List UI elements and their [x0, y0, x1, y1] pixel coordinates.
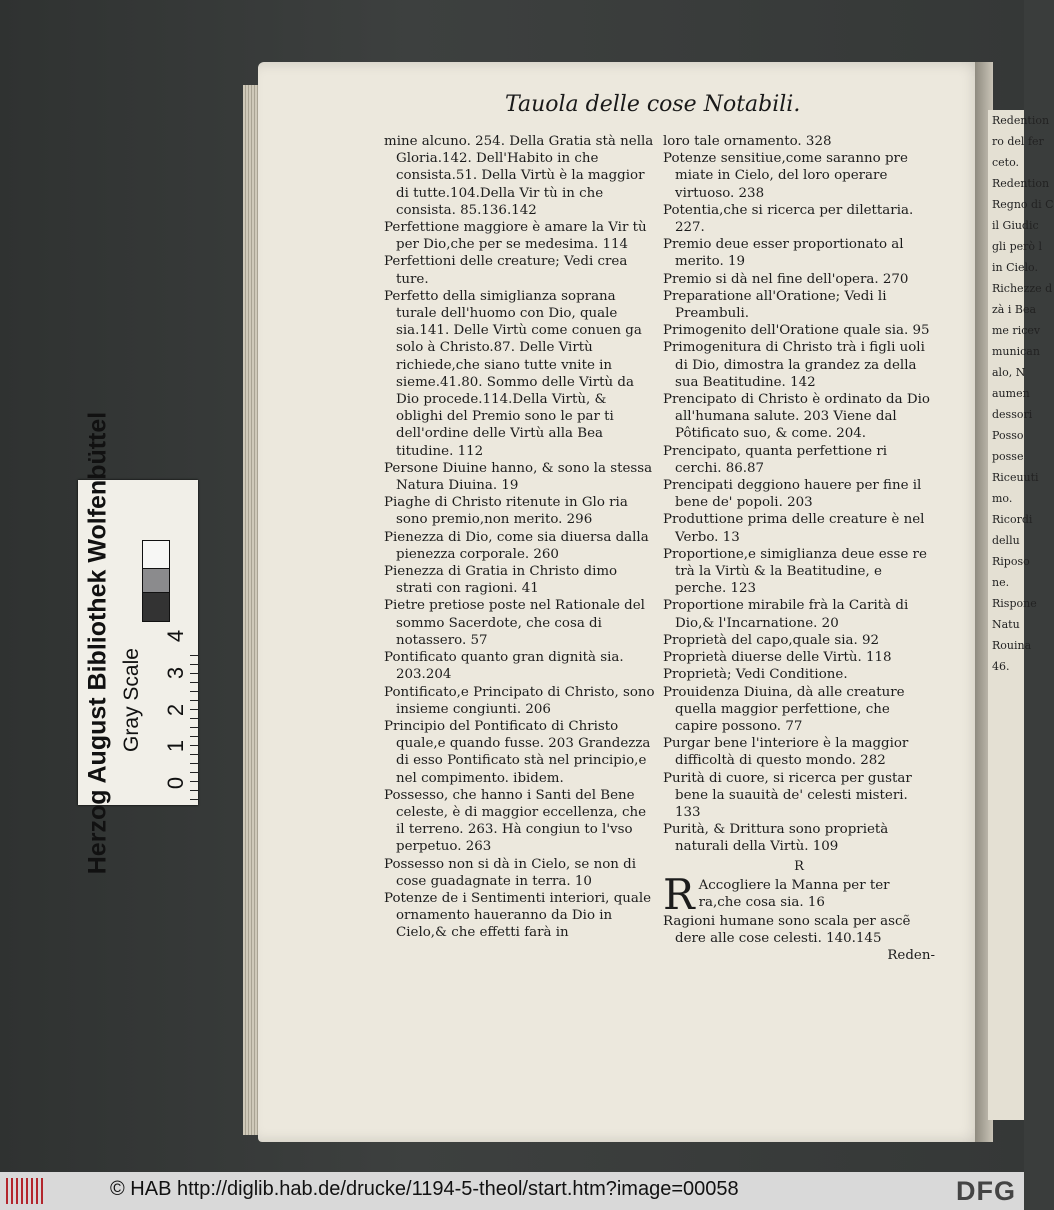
left-column	[384, 133, 656, 942]
index-entry: Accogliere la Manna per ter ra,che cosa sia. 16	[698, 877, 890, 910]
index-entry: Prencipato, quanta perfettione ri cerchi. 86.87	[663, 443, 888, 476]
facing-page-text: in Cielo.	[992, 261, 1038, 274]
index-entry: Premio si dà nel fine dell'opera. 270	[663, 271, 909, 287]
index-entry: Primogenito dell'Oratione quale sia. 95	[663, 323, 930, 339]
swatch-white	[142, 540, 170, 570]
right-column-entries	[663, 133, 935, 856]
facing-page-text: ne.	[992, 576, 1010, 589]
index-entry: Produttione prima delle creature è nel Verbo. 13	[663, 512, 925, 545]
index-entry: Premio deue esser proportionato al merito. 19	[663, 237, 904, 270]
facing-page-text: aumen	[992, 387, 1030, 400]
facing-page-text: Posso	[992, 429, 1024, 442]
index-entry: Proprietà diuerse delle Virtù. 118	[663, 650, 892, 666]
facing-page-text: Riceuuti	[992, 471, 1039, 484]
ruler-number-0: 0	[163, 776, 189, 790]
gray-scale-label	[122, 600, 142, 800]
index-entry: Proportione mirabile frà la Carità di Dio,& l'Incarnatione. 20	[663, 598, 909, 631]
facing-page-fragment	[988, 110, 1054, 1120]
facing-page-text: munican	[992, 345, 1040, 358]
facing-page-text: gli però l	[992, 240, 1043, 253]
index-entry: Perfettioni delle creature; Vedi crea ture.	[384, 254, 628, 287]
drop-cap-initial: R	[663, 869, 695, 919]
index-entry: Persone Diuine hanno, & sono la stessa Natura Diuina. 19	[384, 460, 653, 494]
facing-page-text: dellu	[992, 534, 1020, 547]
index-entry: Possesso non si dà in Cielo, se non di cose guadagnate in terra. 10	[384, 856, 636, 889]
index-entry: Preparatione all'Oratione; Vedi li Preambuli.	[663, 288, 887, 322]
index-entry: loro tale ornamento. 328	[663, 134, 832, 149]
index-entry: Prencipato di Christo è ordinato da Dio all'humana salute. 203 Viene dal Pôtificato suo, & come. 204.	[663, 392, 930, 442]
facing-page-text: Ricordi	[992, 513, 1033, 526]
footer-bar	[0, 1172, 1024, 1210]
gray-scale-text: Gray Scale	[120, 648, 143, 752]
facing-page-text: il Giudic	[992, 219, 1039, 232]
index-entry: Proprietà; Vedi Conditione.	[663, 667, 848, 683]
ruler-title-text: Herzog August Bibliothek Wolfenbüttel	[83, 411, 112, 874]
index-entry: Pienezza di Dio, come sia diuersa dalla pienezza corporale. 260	[384, 529, 649, 562]
index-entry: Purgar bene l'interiore è la maggior difficoltà di questo mondo. 282	[663, 736, 909, 769]
facing-page-text: Regno di C	[992, 198, 1054, 211]
facing-page-text: me ricev	[992, 324, 1041, 337]
ruler-number-2: 2	[163, 703, 189, 717]
facing-page-text: alo, N	[992, 366, 1026, 379]
catchword: Reden-	[887, 947, 935, 963]
ruler-ticks	[190, 655, 198, 800]
dfg-logo: DFG	[956, 1176, 1016, 1206]
facing-page-text: Redention	[992, 177, 1050, 190]
index-entry: Proportione,e simiglianza deue esse re trà la Virtù & la Beatitudine, e perche. 123	[663, 546, 927, 597]
facing-page-text: posse	[992, 450, 1024, 463]
index-entry: Potenze de i Sentimenti interiori, quale ornamento haueranno da Dio in Cielo,& che effetti farà in	[384, 890, 652, 941]
facing-page-text: dessori	[992, 408, 1033, 421]
ruler-title	[80, 411, 116, 874]
index-entry: Perfettione maggiore è amare la Vir tù per Dio,che per se medesima. 114	[384, 220, 647, 253]
index-entry: Principio del Pontificato di Christo quale,e quando fusse. 203 Grandezza di esso Pontificato stà nel principio,e nel compimento. ibidem.	[384, 718, 651, 786]
index-entry: Purità di cuore, si ricerca per gustar bene la suauità de' celesti misteri. 133	[663, 770, 912, 820]
facing-page-text: Riposo	[992, 555, 1030, 568]
hab-logo-icon	[6, 1178, 46, 1204]
index-entry: Proprietà del capo,quale sia. 92	[663, 632, 880, 648]
r-section	[663, 869, 935, 947]
facing-page-text: Rispone	[992, 597, 1037, 610]
ruler-number-3: 3	[163, 666, 189, 680]
index-entry: Purità, & Drittura sono proprietà naturali della Virtù. 109	[663, 822, 889, 855]
right-column	[663, 133, 935, 964]
facing-page-text: Rouina	[992, 639, 1032, 652]
ruler-number-4: 4	[163, 629, 189, 643]
index-entry: Perfetto della simiglianza soprana turale dell'huomo con Dio, quale sia.141. Delle Virtù come conuen ga solo à Christo.87. Delle Virtù richiede,che siano tutte vnite in sieme.41.80. Sommo delle Virtù da Dio procede.114.Della Virtù, & oblighi del Premio sono le par ti dell'ordine delle Virtù alla Bea titudine. 112	[384, 288, 642, 459]
page-header: Tauola delle cose Notabili.	[505, 92, 801, 117]
section-letter: R	[794, 858, 804, 874]
facing-page-text: 46.	[992, 660, 1010, 673]
swatch-gray	[142, 568, 170, 594]
index-entry: Pontificato,e Principato di Christo, sono insieme congiunti. 206	[384, 684, 655, 717]
facing-page-text: zà i Bea	[992, 303, 1037, 316]
facing-page-text: ro del fer	[992, 135, 1044, 148]
facing-page-text: mo.	[992, 492, 1013, 505]
facing-page-text: ceto.	[992, 156, 1020, 169]
facing-page-text: Redention	[992, 114, 1050, 127]
index-entry: Primogenitura di Christo trà i figli uoli di Dio, dimostra la grandez za della sua Beatitudine. 142	[663, 340, 925, 390]
index-entry: Prouidenza Diuina, dà alle creature quella maggior perfettione, che capire possono. 77	[663, 684, 905, 734]
index-entry: Prencipati deggiono hauere per fine il bene de' popoli. 203	[663, 478, 922, 511]
index-entry: Pienezza di Gratia in Christo dimo strati con ragioni. 41	[384, 564, 618, 597]
facing-page-text: Natu	[992, 618, 1020, 631]
index-entry: Potentia,che si ricerca per dilettaria. 227.	[663, 202, 914, 236]
index-entry: Ragioni humane sono scala per ascẽ dere alle cose celesti. 140.145	[663, 913, 911, 946]
swatch-black	[142, 592, 170, 622]
index-entry: Pietre pretiose poste nel Rationale del sommo Sacerdote, che cosa di notassero. 57	[384, 598, 645, 648]
index-entry: Potenze sensitiue,come saranno pre miate in Cielo, del loro operare virtuoso. 238	[663, 151, 908, 201]
index-entry: mine alcuno. 254. Della Gratia stà nella Gloria.142. Dell'Habito in che consista.51. Della Virtù è la maggior di tutte.104.Della Vir tù in che consista. 85.136.142	[384, 134, 654, 218]
ruler-number-1: 1	[163, 739, 189, 753]
index-entry: Pontificato quanto gran dignità sia. 203.204	[384, 650, 624, 683]
facing-page-text: Richezze d	[992, 282, 1053, 295]
index-entry: Possesso, che hanno i Santi del Bene celeste, è di maggior eccellenza, che il terreno. 263. Hà congiun to l'vso perpetuo. 263	[384, 787, 647, 855]
index-entry: Piaghe di Christo ritenute in Glo ria sono premio,non merito. 296	[384, 495, 628, 528]
footer-copyright-link[interactable]: © HAB http://diglib.hab.de/drucke/1194-5-theol/start.htm?image=00058	[110, 1178, 739, 1200]
